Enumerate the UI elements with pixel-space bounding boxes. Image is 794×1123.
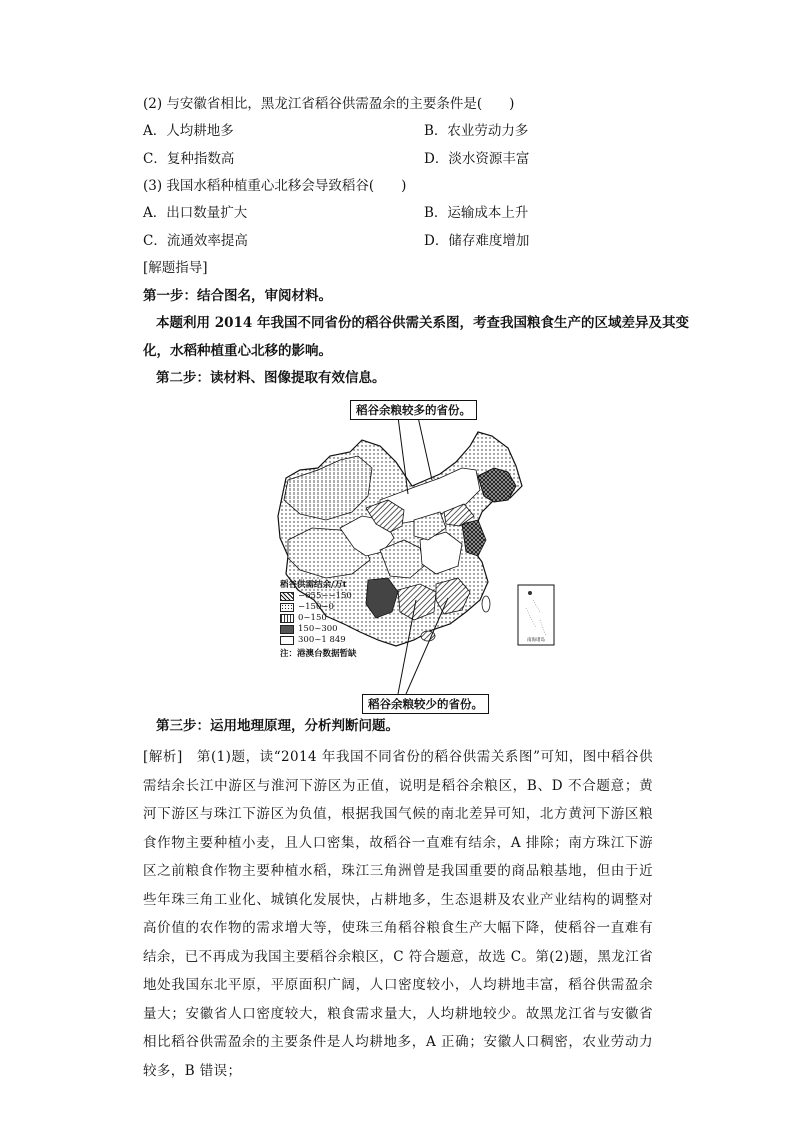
legend-item-label: −655~−150 xyxy=(298,591,352,601)
q3-option-a: A．出口数量扩大 xyxy=(143,205,248,221)
legend-note: 注：港澳台数据暂缺 xyxy=(280,649,357,659)
legend-title: 稻谷供需结余/万t xyxy=(280,580,347,590)
map-label-deficit: 稻谷余粮较少的省份。 xyxy=(362,694,489,714)
legend-item xyxy=(280,591,357,602)
legend-item xyxy=(280,635,357,646)
guide-step1-text-2: 化，水稻种植重心北移的影响。 xyxy=(143,343,332,359)
q3-option-b: B．运输成本上升 xyxy=(424,205,529,221)
q2-option-a: A．人均耕地多 xyxy=(143,123,234,139)
q3-option-d: D．储存难度增加 xyxy=(424,233,530,249)
q2-stem: (2) 与安徽省相比，黑龙江省稻谷供需盈余的主要条件是( ) xyxy=(143,96,515,112)
guide-step1-text-1: 本题利用 2014 年我国不同省份的稻谷供需关系图，考查我国粮食生产的区域差异及其变 xyxy=(156,315,689,331)
inset-label: 南海诸岛 xyxy=(527,638,545,643)
taiwan xyxy=(482,596,490,612)
guide-step3: 第三步：运用地理原理，分析判断问题。 xyxy=(156,718,399,734)
legend-swatch xyxy=(280,636,294,645)
legend-swatch xyxy=(280,614,294,623)
legend-item-label: 150~300 xyxy=(298,624,338,634)
q2-option-b: B．农业劳动力多 xyxy=(424,123,529,139)
map-label-surplus: 稻谷余粮较多的省份。 xyxy=(350,400,477,420)
south-sea-inset xyxy=(518,585,554,645)
legend-item-label: 0~150 xyxy=(298,613,327,623)
guide-heading: [解题指导] xyxy=(143,260,208,276)
legend-item xyxy=(280,613,357,624)
legend-item xyxy=(280,602,357,613)
q3-option-c: C．流通效率提高 xyxy=(143,233,248,249)
guide-step2: 第二步：读材料、图像提取有效信息。 xyxy=(156,370,386,386)
q3-stem: (3) 我国水稻种植重心北移会导致稻谷( ) xyxy=(143,178,407,194)
q2-option-c: C．复种指数高 xyxy=(143,151,235,167)
legend-swatch xyxy=(280,592,294,601)
q2-option-d: D．淡水资源丰富 xyxy=(424,151,530,167)
analysis-text: [解析] 第(1)题，读“2014 年我国不同省份的稻谷供需关系图”可知，图中稻谷供需结余长江中游区与淮河下游区为正值，说明是稻谷余粮区，B、D 不合题意；黄河下游区与珠江下游区为负值，根据我国气候的南北差异可知，北方黄河下游区粮食作物主要种植小麦，且人口密集，故稻谷一直难有结余，A 排除；南方珠江下游区之前粮食作物主要种植水稻，珠江三角洲曾是我国重要的商品粮基地，但由于近些年珠三角工业化、城镇化发展快，占耕地多，生态退耕及农业产业结构的调整对高价值的农作物的需求增大等，使珠三角稻谷粮食生产大幅下降，使稻谷一直难有结余，已不再成为我国主要稻谷余粮区，C 符合题意，故选 C。第(2)题，黑龙江省地处我国东北平原，平原面积广阔，人口密度较小，人均耕地丰富，稻谷供需盈余量大；安徽省人口密度较大，粮食需求量大，人均耕地较少。故黑龙江省与安徽省相比稻谷供需盈余的主要条件是人均耕地多，A 正确；安徽人口稠密，农业劳动力较多，B 错误； xyxy=(143,749,653,1079)
map-legend xyxy=(280,580,357,660)
legend-item-label: −150~0 xyxy=(298,602,334,612)
guide-step1: 第一步：结合图名，审阅材料。 xyxy=(143,288,332,304)
legend-swatch xyxy=(280,625,294,634)
legend-item-label: 300~1 849 xyxy=(298,635,346,645)
anhui-jiangsu xyxy=(462,520,486,556)
legend-swatch xyxy=(280,603,294,612)
legend-item xyxy=(280,624,357,635)
